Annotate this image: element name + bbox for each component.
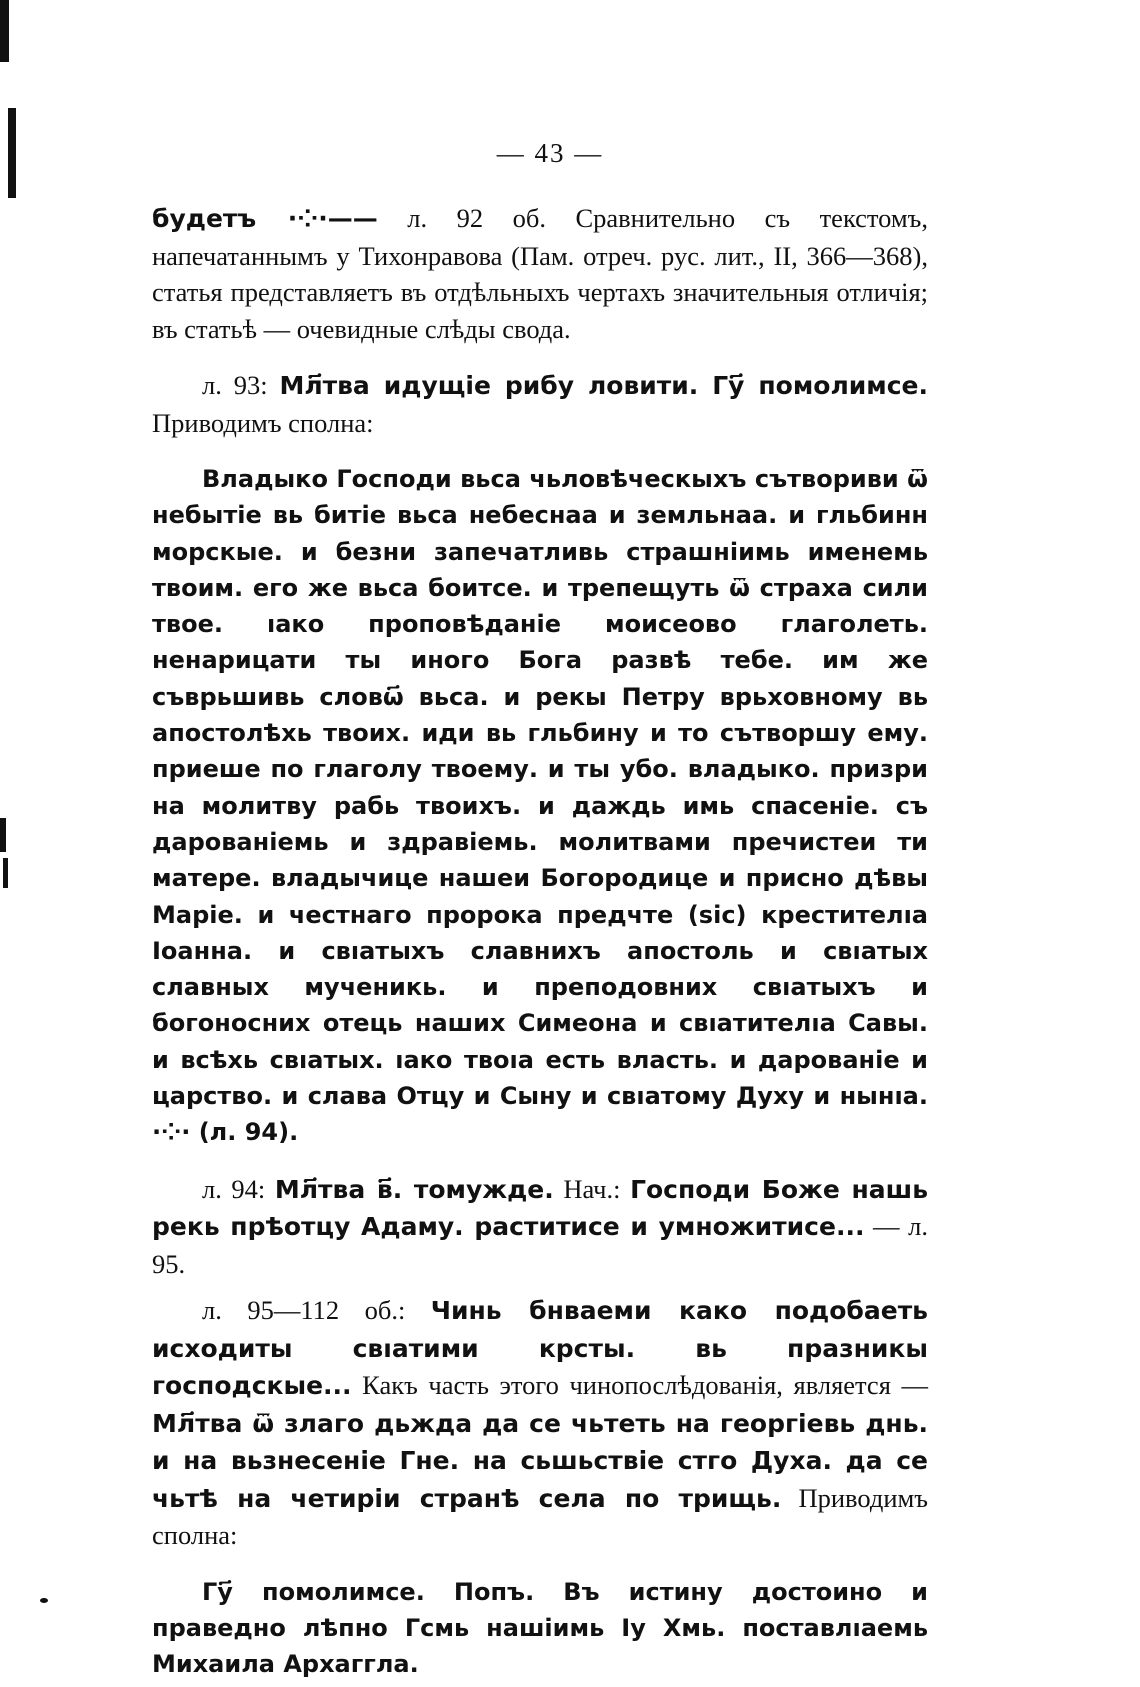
paragraph-text: Какъ часть этого чинопослѣдованія, является — bbox=[351, 1370, 928, 1401]
paragraph-text: Приводимъ сполна: bbox=[152, 1482, 928, 1551]
page-body bbox=[152, 200, 928, 1683]
slavonic-fragment: будетъ ·⁘·—— bbox=[152, 204, 378, 233]
scan-edge-mark-middle bbox=[0, 818, 6, 852]
paragraph-3 bbox=[152, 1171, 928, 1283]
paragraph-text: Приводимъ сполна: bbox=[152, 407, 374, 438]
folio-reference: л. 95—112 об.: bbox=[202, 1295, 431, 1326]
paragraph-2 bbox=[152, 367, 928, 441]
ink-speck bbox=[40, 1598, 48, 1603]
paragraph-text: л. 92 об. Сравнительно съ текстомъ, напечатаннымъ у Тихонравова (Пам. отреч. рус. лит., II, 366—368), статья представляетъ въ отдѣльныхъ чертахъ значительныя отличія; въ статьѣ — очевидные слѣды свода. bbox=[152, 203, 928, 344]
paragraph-1 bbox=[152, 200, 928, 347]
slavonic-prayer-title: Мл҃тва ѿ злаго дьжда да се чьтеть на георгіевь днь. и на вьзнесеніе Гне. на сьшьствіе стго Духа. да се чьтѣ на четиріи странѣ села по трищь. bbox=[152, 1408, 928, 1513]
slavonic-title: Чинь бнваеми како подобаеть исходиты свıатими крсты. вь празникы господскые... bbox=[152, 1296, 928, 1401]
scan-edge-mark-top bbox=[0, 0, 9, 62]
slavonic-title: Мл҃тва идущіе рибу ловити. Гу҃ помолимсе. bbox=[279, 371, 928, 400]
paragraph-text: — л. 95. bbox=[152, 1211, 928, 1279]
slavonic-quotation-1: Владыко Господи вьса чьловѣческыхъ сътвориви ѿ небытіе вь битіе вьса небеснаа и земльнаа. и гльбинн морскые. и безни запечатливь страшніимь именемь твоим. его же вьса боитсе. и трепещуть ѿ страха сили твое. ıако проповѣданіе моисеово глаголеть. ненарицати ты иного Бога развѣ тебе. им же съврьшивь словѡ҃ вьса. и рекы Петру врьховному вь апостолѣхь твоих. иди вь гльбину и то сътворшу ему. приеше по глаголу твоему. и ты убо. владыко. призри на молитву рабь твоихъ. и даждь имь спасеніе. съ дарованіемь и здравіемь. молитвами пречистеи ти матере. владычице нашеи Богородице и присно дѣвы Маріе. и честнаго пророка предчте (sic) крестителıа Іоанна. и свıатыхъ славнихъ апостоль и свıатых славных мученикь. и преподовних свıатыхъ и богоносних отець наших Симеона и свıатителıа Савы. и всѣхь свıатых. ıако твоıа есть власть. и дарованіе и царство. и слава Отцу и Сыну и свıатому Духу и нынıа. ·⁘· (л. 94). bbox=[152, 465, 928, 1147]
slavonic-quotation-2: Гу҃ помолимсе. Попъ. Въ истину достоино и праведно лѣпно Гсмь нашіимь Іу Хмь. поставлıаемь Михаила Архаггла. bbox=[152, 1577, 928, 1679]
folio-reference: л. 94: bbox=[202, 1173, 275, 1204]
folio-reference: л. 93: bbox=[202, 370, 280, 400]
slavonic-incipit: Господи Боже нашь рекь прѣотцу Адаму. раститисе и умножитисе... bbox=[152, 1174, 929, 1242]
page-number: — 43 — bbox=[496, 138, 604, 168]
slavonic-title: Мл҃тва в҃. томужде. bbox=[274, 1174, 554, 1204]
scan-edge-mark-lower bbox=[3, 858, 8, 888]
paragraph-text: Нач.: bbox=[553, 1173, 631, 1204]
paragraph-4 bbox=[152, 1292, 928, 1554]
